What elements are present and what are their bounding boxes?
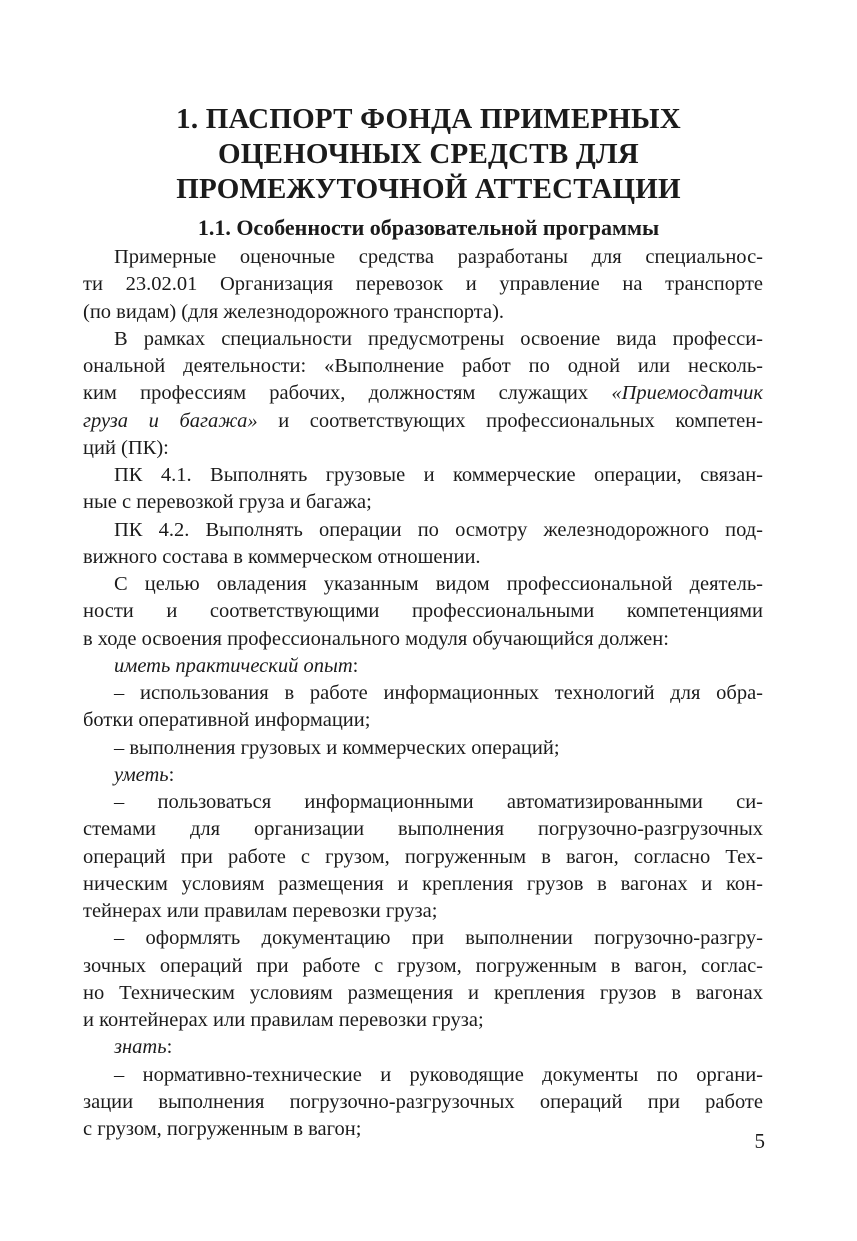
text-line: вижного состава в коммерческом отношении. <box>83 545 481 568</box>
text-line: – пользоваться информационными автоматизированными си- <box>114 791 763 813</box>
text-line: (по видам) (для железнодорожного транспорта). <box>83 300 505 323</box>
label-colon: : <box>166 1036 173 1059</box>
skills-heading <box>83 762 763 789</box>
list-item <box>83 680 763 735</box>
text-line: ций (ПК): <box>83 436 169 459</box>
text-line: – выполнения грузовых и коммерческих операций; <box>114 736 560 759</box>
paragraph-goal <box>83 571 763 653</box>
text-line: стемами для организации выполнения погрузочно-разгрузочных <box>83 818 763 841</box>
text-line: зочных операций при работе с грузом, погруженным в вагон, соглас- <box>83 954 763 977</box>
text-line: операций при работе с грузом, погруженным в вагон, согласно Тех- <box>83 845 763 868</box>
text-line: ническим условиям размещения и крепления грузов в вагонах и кон- <box>83 872 763 895</box>
paragraph-specialty <box>83 326 763 462</box>
text-line: В рамках специальности предусмотрены освоение вида професси- <box>114 327 763 350</box>
paragraph-intro <box>83 244 763 326</box>
label-colon: : <box>352 654 359 677</box>
label-colon: : <box>168 763 175 786</box>
italic-term: «Приемосдатчик <box>611 382 763 405</box>
text-line: ПК 4.2. Выполнять операции по осмотру железнодорожного под- <box>114 518 763 541</box>
text-line: зации выполнения погрузочно-разгрузочных операций при работе <box>83 1090 763 1113</box>
main-title <box>80 102 777 207</box>
skills-label: уметь <box>114 763 169 786</box>
page-number: 5 <box>754 1129 765 1153</box>
text-line: тейнерах или правилам перевозки груза; <box>83 900 438 922</box>
text-line: но Техническим условиям размещения и крепления грузов в вагонах <box>83 981 763 1004</box>
list-item <box>83 925 763 1034</box>
text-line: ти 23.02.01 Организация перевозок и управление на транспорте <box>83 273 763 296</box>
text-line: ные с перевозкой груза и багажа; <box>83 491 372 514</box>
text-line: – нормативно-технические и руководящие документы по органи- <box>114 1063 763 1086</box>
text-line: – оформлять документацию при выполнении погрузочно-разгру- <box>114 927 763 950</box>
text-fragment: ким профессиям рабочих, должностям служащих <box>83 382 589 405</box>
main-title-line-2: ОЦЕНОЧНЫХ СРЕДСТВ ДЛЯ <box>218 138 639 170</box>
main-title-line-3: ПРОМЕЖУТОЧНОЙ АТТЕСТАЦИИ <box>176 173 681 205</box>
italic-term: груза и багажа» <box>83 409 258 432</box>
main-title-line-1: 1. ПАСПОРТ ФОНДА ПРИМЕРНЫХ <box>176 103 681 135</box>
text-line <box>83 380 763 407</box>
text-line: ПК 4.1. Выполнять грузовые и коммерческие операции, связан- <box>114 464 763 486</box>
text-line: ботки оперативной информации; <box>83 709 371 732</box>
experience-label: иметь практический опыт <box>114 654 353 677</box>
text-line <box>83 653 763 680</box>
list-item <box>83 789 763 925</box>
text-line: ональной деятельности: «Выполнение работ по одной или несколь- <box>83 355 763 377</box>
knowledge-label: знать <box>114 1036 167 1059</box>
text-line: с грузом, погруженным в вагон; <box>83 1118 362 1140</box>
text-line <box>83 1034 763 1061</box>
text-line: С целью овладения указанным видом профессиональной деятель- <box>114 573 763 595</box>
paragraph-pk-4-1 <box>83 462 763 517</box>
text-fragment: и соответствующих профессиональных компетен- <box>278 409 763 432</box>
text-line <box>83 408 763 435</box>
knowledge-heading <box>83 1034 763 1061</box>
text-line: – использования в работе информационных технологий для обра- <box>114 682 763 704</box>
text-line: ности и соответствующими профессиональными компетенциями <box>83 600 763 623</box>
text-line <box>83 762 763 789</box>
list-item <box>83 1062 763 1144</box>
heading-block <box>80 102 777 243</box>
paragraph-pk-4-2 <box>83 517 763 572</box>
text-line: Примерные оценочные средства разработаны для специальнос- <box>114 246 763 268</box>
section-subtitle: 1.1. Особенности образовательной программы <box>197 215 660 240</box>
list-item <box>83 735 763 762</box>
experience-heading <box>83 653 763 680</box>
text-line: и контейнерах или правилам перевозки груза; <box>83 1009 484 1031</box>
body-text <box>83 244 763 1143</box>
text-line: в ходе освоения профессионального модуля обучающийся должен: <box>83 627 669 650</box>
